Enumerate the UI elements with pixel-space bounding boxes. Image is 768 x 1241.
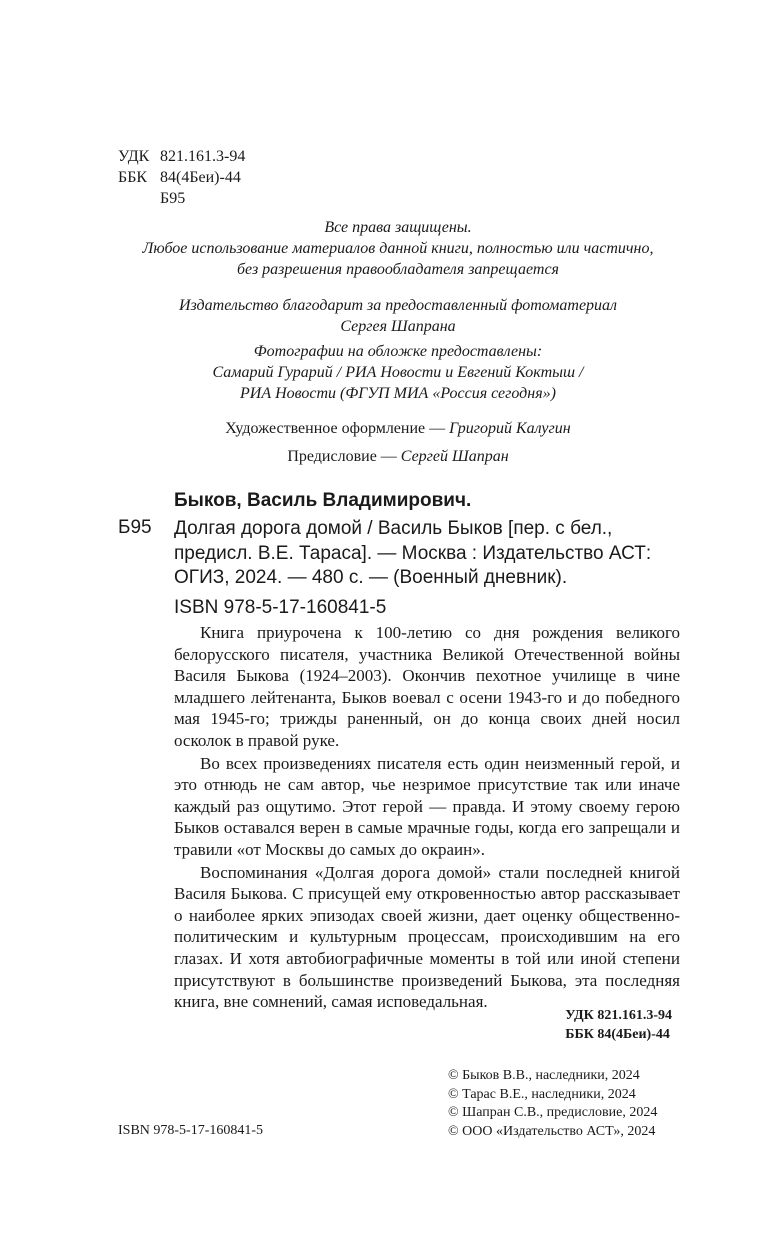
rights-line-2: Любое использование материалов данной книги, полностью или частично,: [142, 240, 654, 257]
bibliographic-record: [174, 517, 674, 591]
bbk-label: ББК: [118, 169, 148, 186]
preface-name: Сергей Шапран: [400, 448, 509, 465]
photos-line-1: Фотографии на обложке предоставлены:: [253, 343, 543, 360]
udk-value: 821.161.3-94: [160, 148, 246, 165]
copyright-line-2: © Тарас В.Е., наследники, 2024: [448, 1086, 636, 1102]
classification-codes: [118, 146, 245, 209]
cutter-code: Б95: [160, 190, 186, 207]
copyright-block: [448, 1067, 657, 1141]
annotation-paragraph-3: Воспоминания «Долгая дорога домой» стали последней книгой Василя Быкова. С присущей ему откровенностью автор рассказывает о наиболее ярких эпизодах своей жизни, дает оценку общественно-политическим и культурным процессам, происходившим на его глазах. И хотя автобиографичные моменты в той или иной степени присутствуют в большинстве произведений Быкова, эта последняя книга, вне сомнений, самая исповедальная.: [174, 862, 680, 1012]
preface-credit: [110, 446, 686, 467]
photos-line-3: РИА Новости (ФГУП МИА «Россия сегодня»): [240, 385, 556, 402]
record-line-2: предисл. В.Е. Тараса]. — Москва : Издательство АСТ:: [174, 542, 652, 564]
udk-row: [118, 146, 245, 167]
udk-bbk-right: [565, 1006, 672, 1044]
preface-label: Предисловие —: [287, 448, 397, 465]
isbn-bottom: ISBN 978-5-17-160841-5: [118, 1123, 264, 1138]
photo-credits: [110, 341, 686, 404]
copyright-line-3: © Шапран С.В., предисловие, 2024: [448, 1105, 658, 1120]
record-line-1: Долгая дорога домой / Василь Быков [пер. с бел.,: [174, 518, 613, 539]
design-label: Художественное оформление —: [225, 420, 446, 437]
bbk-value: 84(4Беи)-44: [160, 169, 241, 186]
bbk-row: [118, 167, 245, 188]
copyright-line-4: © ООО «Издательство АСТ», 2024: [448, 1123, 656, 1139]
record-isbn: ISBN 978-5-17-160841-5: [174, 597, 387, 618]
udk-right-line: УДК 821.161.3-94: [565, 1008, 672, 1023]
record-cutter: Б95: [118, 517, 152, 538]
rights-line-3: без разрешения правообладателя запрещается: [237, 261, 559, 278]
design-credit: [110, 418, 686, 439]
rights-line-1: Все права защищены.: [324, 219, 472, 236]
record-line-3: ОГИЗ, 2024. — 480 с. — (Военный дневник).: [174, 567, 568, 588]
rights-notice: [110, 217, 686, 280]
annotation: [174, 622, 680, 1013]
annotation-paragraph-1: Книга приурочена к 100-летию со дня рождения великого белорусского писателя, участника Великой Отечественной войны Василя Быкова (1924–2003). Окончив пехотное училище в чине младшего лейтенанта, Быков воевал с осени 1943-го и до победного мая 1945-го; трижды раненный, он до конца своих дней носил осколок в правой руке.: [174, 623, 680, 750]
udk-label: УДК: [118, 148, 150, 165]
thanks-line-1: Издательство благодарит за предоставленный фотоматериал: [178, 297, 618, 314]
copyright-line-1: © Быков В.В., наследники, 2024: [448, 1068, 640, 1083]
design-name: Григорий Калугин: [449, 420, 571, 437]
annotation-paragraph-2: Во всех произведениях писателя есть один неизменный герой, и это отнюдь не сам автор, чье незримое присутствие так или иначе каждый раз ощутимо. Этот герой — правда. И этому своему герою Быков оставался верен в самые мрачные годы, когда его запрещали и травили «от Москвы до самых до окраин».: [174, 753, 680, 859]
bbk-right-line: ББК 84(4Беи)-44: [565, 1027, 670, 1042]
thanks-line-2: Сергея Шапрана: [340, 318, 456, 335]
thanks-notice: [110, 295, 686, 337]
photos-line-2: Самарий Гурарий / РИА Новости и Евгений Коктыш /: [212, 364, 584, 381]
record-author: Быков, Василь Владимирович.: [174, 490, 472, 511]
